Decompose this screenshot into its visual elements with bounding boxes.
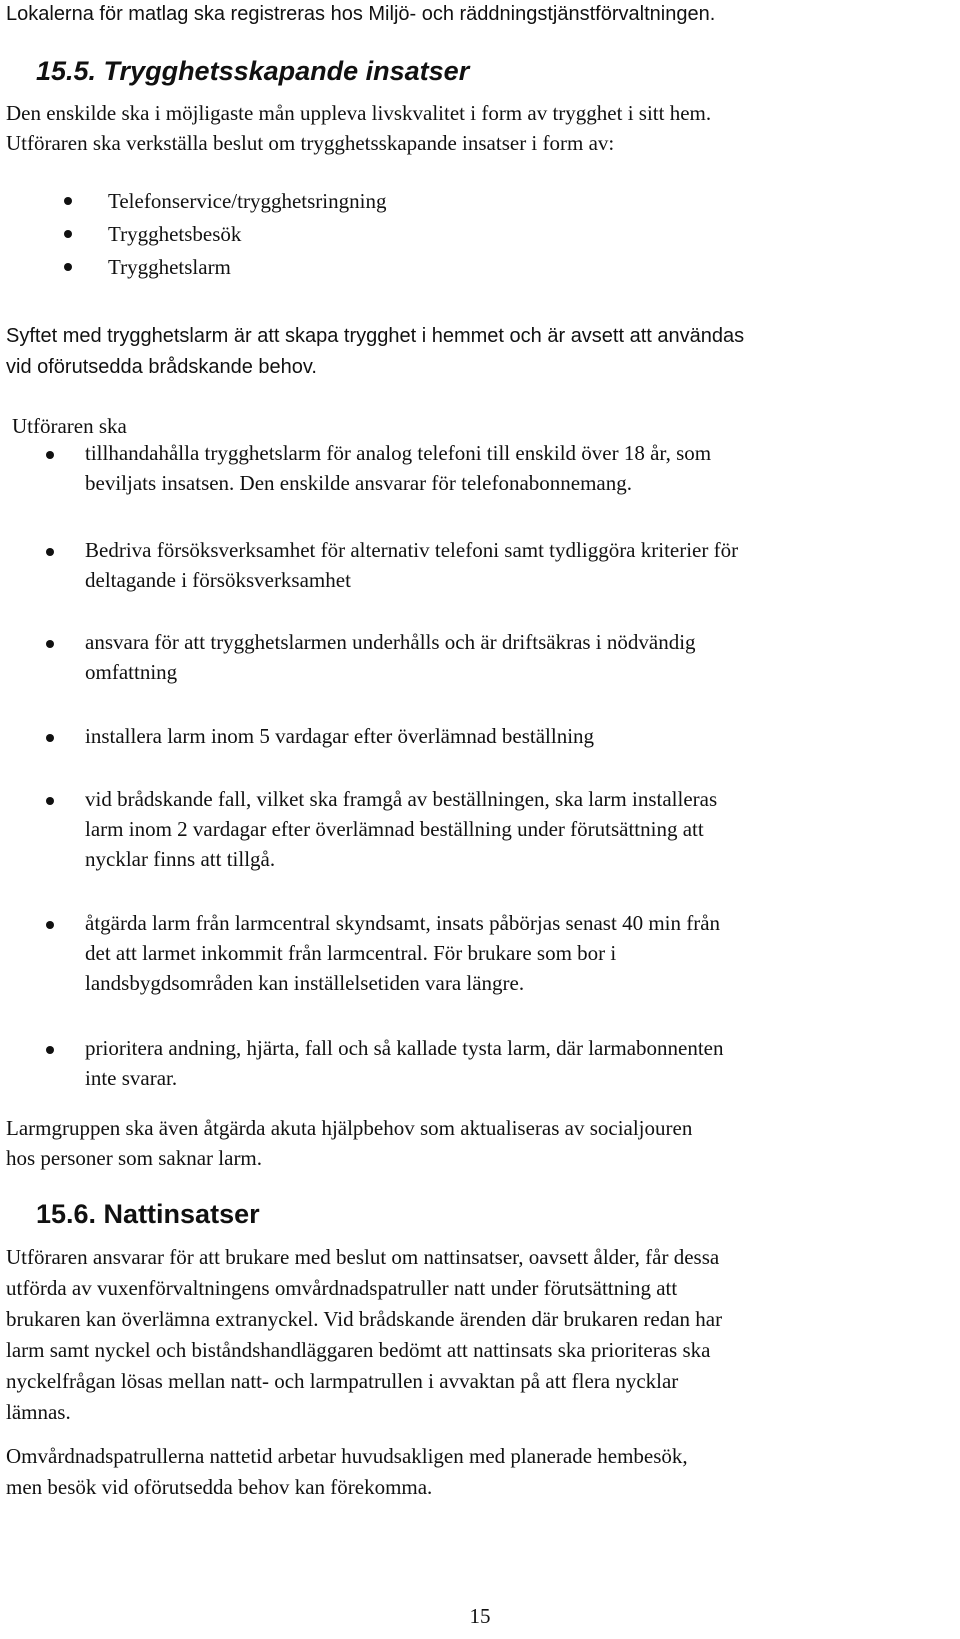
list-item: nycklar finns att tillgå. xyxy=(85,847,276,871)
list-item: landsbygdsområden kan inställelsetiden vara längre. xyxy=(85,971,525,995)
paragraph-line: Syftet med trygghetslarm är att skapa trygghet i hemmet och är avsett att användas xyxy=(6,325,745,347)
list-item: Trygghetsbesök xyxy=(108,222,242,246)
paragraph-line: Larmgruppen ska även åtgärda akuta hjälpbehov som aktualiseras av socialjouren xyxy=(6,1116,693,1140)
paragraph-line: Utföraren ska xyxy=(12,414,127,438)
list-item: tillhandahålla trygghetslarm för analog telefoni till enskild över 18 år, som xyxy=(85,441,712,465)
intro-line: Lokalerna för matlag ska registreras hos Miljö- och räddningstjänstförvaltningen. xyxy=(6,3,716,25)
list-item: åtgärda larm från larmcentral skyndsamt, insats påbörjas senast 40 min från xyxy=(85,911,721,935)
paragraph-line: larm samt nyckel och biståndshandläggaren bedömt att nattinsats ska prioriteras ska xyxy=(6,1338,711,1362)
paragraph-line: Omvårdnadspatrullerna nattetid arbetar huvudsakligen med planerade hembesök, xyxy=(6,1444,688,1468)
page-number: 15 xyxy=(469,1604,491,1628)
paragraph-line: lämnas. xyxy=(6,1400,71,1424)
paragraph-line: nyckelfrågan lösas mellan natt- och larmpatrullen i avvaktan på att flera nycklar xyxy=(6,1369,679,1393)
list-item: Telefonservice/trygghetsringning xyxy=(108,189,387,213)
list-item: det att larmet inkommit från larmcentral. För brukare som bor i xyxy=(85,941,617,965)
bullet-icon xyxy=(46,548,54,556)
list-item: omfattning xyxy=(85,660,178,684)
paragraph-line: utförda av vuxenförvaltningens omvårdnadspatruller natt under förutsättning att xyxy=(6,1276,678,1300)
bullet-icon xyxy=(46,734,54,742)
bullet-icon xyxy=(64,230,72,238)
bullet-icon xyxy=(46,921,54,929)
list-item: inte svarar. xyxy=(85,1066,178,1090)
list-item: larm inom 2 vardagar efter överlämnad beställning under förutsättning att xyxy=(85,817,704,841)
list-item: ansvara för att trygghetslarmen underhålls och är driftsäkras i nödvändig xyxy=(85,630,696,654)
bullet-icon xyxy=(46,1046,54,1054)
bullet-icon xyxy=(46,797,54,805)
section-heading-15-6: 15.6. Nattinsatser xyxy=(36,1199,260,1229)
paragraph-line: Utföraren ansvarar för att brukare med beslut om nattinsatser, oavsett ålder, får dessa xyxy=(6,1245,720,1269)
list-item: deltagande i försöksverksamhet xyxy=(85,568,351,592)
paragraph-line: men besök vid oförutsedda behov kan förekomma. xyxy=(6,1475,433,1499)
paragraph-line: brukaren kan överlämna extranyckel. Vid brådskande ärenden där brukaren redan har xyxy=(6,1307,723,1331)
paragraph-line: vid oförutsedda brådskande behov. xyxy=(6,356,317,378)
paragraph-line: hos personer som saknar larm. xyxy=(6,1146,263,1170)
bullet-icon xyxy=(46,640,54,648)
list-item: prioritera andning, hjärta, fall och så kallade tysta larm, där larmabonnenten xyxy=(85,1036,724,1060)
list-item: beviljats insatsen. Den enskilde ansvarar för telefonabonnemang. xyxy=(85,471,632,495)
paragraph-line: Utföraren ska verkställa beslut om trygghetsskapande insatser i form av: xyxy=(6,131,615,155)
section-heading-15-5: 15.5. Trygghetsskapande insatser xyxy=(36,56,470,86)
list-item: Bedriva försöksverksamhet för alternativ telefoni samt tydliggöra kriterier för xyxy=(85,538,739,562)
bullet-icon xyxy=(64,263,72,271)
list-item: vid brådskande fall, vilket ska framgå av beställningen, ska larm installeras xyxy=(85,787,718,811)
bullet-icon xyxy=(46,451,54,459)
bullet-icon xyxy=(64,197,72,205)
list-item: Trygghetslarm xyxy=(108,255,231,279)
paragraph-line: Den enskilde ska i möjligaste mån uppleva livskvalitet i form av trygghet i sitt hem. xyxy=(6,101,712,125)
list-item: installera larm inom 5 vardagar efter överlämnad beställning xyxy=(85,724,595,748)
